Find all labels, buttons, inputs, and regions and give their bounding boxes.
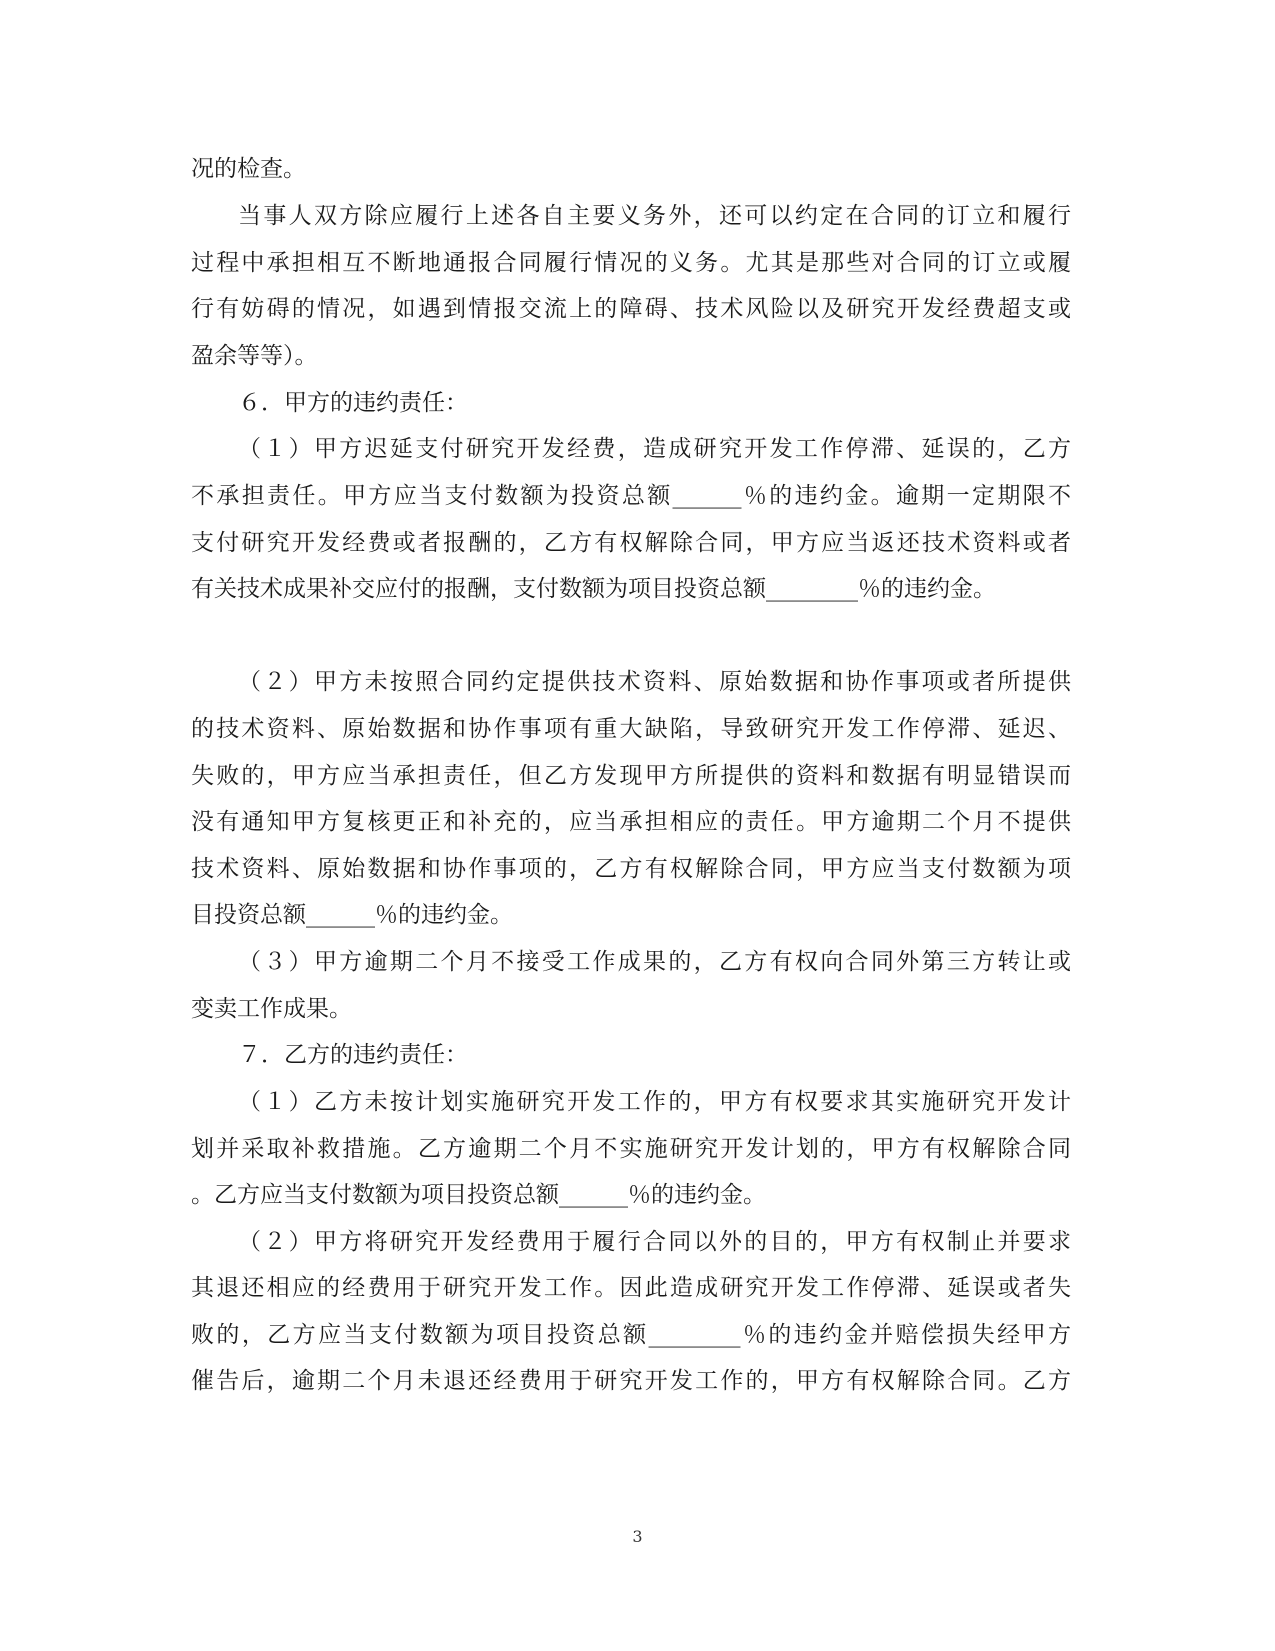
- text-line: （２）甲方将研究开发经费用于履行合同以外的目的，甲方有权制止并要求: [238, 1229, 1071, 1255]
- text-line: （１）乙方未按计划实施研究开发工作的，甲方有权要求其实施研究开发计: [238, 1089, 1071, 1115]
- text-line: 变卖工作成果。: [191, 996, 352, 1022]
- text-line: 催告后，逾期二个月未退还经费用于研究开发工作的，甲方有权解除合同。乙方: [191, 1368, 1071, 1394]
- text-line: 没有通知甲方复核更正和补充的，应当承担相应的责任。甲方逾期二个月不提供: [191, 809, 1071, 835]
- text-line: 目投资总额______％的违约金。: [191, 902, 513, 928]
- text-line: 不承担责任。甲方应当支付数额为投资总额______％的违约金。逾期一定期限不: [191, 483, 1071, 509]
- text-line: 支付研究开发经费或者报酬的，乙方有权解除合同，甲方应当返还技术资料或者: [191, 530, 1071, 556]
- text-line: 盈余等等）。: [191, 343, 318, 369]
- page-number: 3: [632, 1527, 643, 1546]
- text-line: 其退还相应的经费用于研究开发工作。因此造成研究开发工作停滞、延误或者失: [191, 1275, 1071, 1301]
- text-line: 当事人双方除应履行上述各自主要义务外，还可以约定在合同的订立和履行: [238, 203, 1071, 229]
- text-line: 有关技术成果补交应付的报酬，支付数额为项目投资总额________％的违约金。: [191, 576, 996, 602]
- section-heading: ７．乙方的违约责任：: [238, 1042, 468, 1068]
- text-line: 况的检查。: [191, 156, 306, 182]
- text-line: 败的，乙方应当支付数额为项目投资总额________％的违约金并赔偿损失经甲方: [191, 1322, 1071, 1348]
- text-line: 技术资料、原始数据和协作事项的，乙方有权解除合同，甲方应当支付数额为项: [191, 856, 1071, 882]
- text-line: 。乙方应当支付数额为项目投资总额______％的违约金。: [191, 1182, 766, 1208]
- text-line: （３）甲方逾期二个月不接受工作成果的，乙方有权向合同外第三方转让或: [238, 949, 1071, 975]
- text-line: 的技术资料、原始数据和协作事项有重大缺陷，导致研究开发工作停滞、延迟、: [191, 716, 1071, 742]
- text-line: 过程中承担相互不断地通报合同履行情况的义务。尤其是那些对合同的订立或履: [191, 250, 1071, 276]
- text-line: 失败的，甲方应当承担责任，但乙方发现甲方所提供的资料和数据有明显错误而: [191, 763, 1071, 789]
- text-line: 行有妨碍的情况，如遇到情报交流上的障碍、技术风险以及研究开发经费超支或: [191, 296, 1071, 322]
- section-heading: ６．甲方的违约责任：: [238, 390, 468, 416]
- text-line: （１）甲方迟延支付研究开发经费，造成研究开发工作停滞、延误的，乙方: [238, 436, 1071, 462]
- text-line: 划并采取补救措施。乙方逾期二个月不实施研究开发计划的，甲方有权解除合同: [191, 1136, 1071, 1162]
- text-line: （２）甲方未按照合同约定提供技术资料、原始数据和协作事项或者所提供: [238, 669, 1071, 695]
